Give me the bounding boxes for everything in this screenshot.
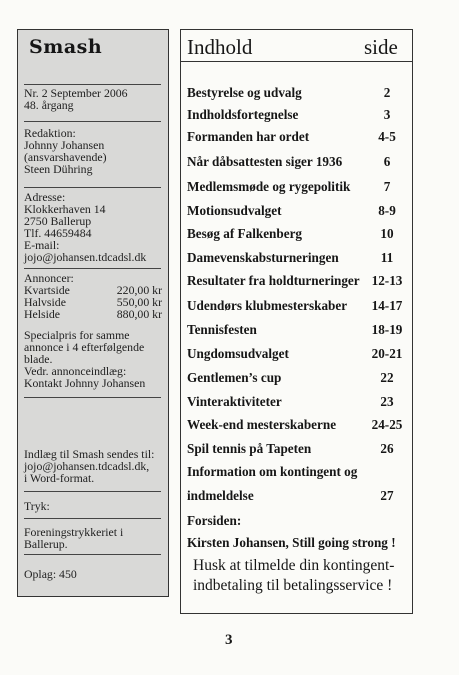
divider: [24, 84, 161, 85]
submission-email: jojo@johansen.tdcadsl.dk,: [24, 459, 150, 473]
toc-entry-page: 12-13: [371, 273, 403, 288]
volume: 48. årgang: [24, 98, 74, 112]
toc-entry-title: Tennisfesten: [187, 322, 257, 337]
special-offer: Specialpris for samme: [24, 328, 130, 342]
address-street: Klokkerhaven 14: [24, 202, 106, 216]
toc-entry-page: 10: [380, 226, 394, 241]
toc-entry-title: Motionsudvalget: [187, 203, 282, 218]
toc-entry-title: Kirsten Johansen, Still going strong !: [187, 535, 396, 550]
toc-entry-page: 22: [380, 370, 394, 385]
printer: Ballerup.: [24, 537, 68, 551]
contents-title: Indhold: [187, 35, 253, 59]
toc-entry-page: 11: [380, 250, 394, 265]
toc-entry-page: 6: [383, 154, 391, 169]
reminder: indbetaling til betalingsservice !: [193, 577, 393, 594]
ad-contact: Vedr. annonceindlæg:: [24, 364, 127, 378]
toc-entry-title: Udendørs klubmesterskaber: [187, 298, 348, 313]
toc-entry-page: 27: [380, 488, 394, 503]
toc-entry-page: 8-9: [378, 203, 396, 218]
toc-entry-title: indmeldelse: [187, 488, 254, 503]
toc-entry-title: Resultater fra holdturneringer: [187, 273, 360, 288]
toc-entry-title: Besøg af Falkenberg: [187, 226, 303, 241]
circulation: Oplag: 450: [24, 567, 77, 581]
toc-entry-page: 3: [383, 107, 391, 122]
contents-panel: [180, 29, 413, 614]
editor-name: Steen Dühring: [24, 162, 93, 176]
ad-size: Kvartside: [24, 283, 70, 297]
toc-entry-page: 7: [383, 179, 391, 194]
toc-entry-title: Ungdomsudvalget: [187, 346, 289, 361]
toc-entry-title: Medlemsmøde og rygepolitik: [187, 179, 351, 194]
ad-price: 880,00 kr: [116, 307, 162, 321]
address-label: Adresse:: [24, 190, 66, 204]
phone: Tlf. 44659484: [24, 226, 92, 240]
page-number: 3: [225, 632, 233, 648]
divider: [24, 121, 161, 122]
toc-entry-title: Når dåbsattesten siger 1936: [187, 154, 343, 169]
email-label: E-mail:: [24, 238, 60, 252]
page-column-header: side: [364, 35, 398, 59]
ad-price: 220,00 kr: [116, 283, 162, 297]
toc-entry-page: 26: [380, 441, 394, 456]
toc-entry-title: Spil tennis på Tapeten: [187, 441, 312, 456]
toc-entry-page: 4-5: [378, 129, 396, 144]
email: jojo@johansen.tdcadsl.dk: [24, 250, 147, 264]
toc-entry-page: 20-21: [371, 346, 403, 361]
toc-entry-title: Week-end mesterskaberne: [187, 417, 337, 432]
reminder: Husk at tilmelde din kontingent-: [193, 557, 395, 574]
editor-name: Johnny Johansen: [24, 138, 105, 152]
special-offer: annonce i 4 efterfølgende: [24, 340, 145, 354]
toc-entry-title: Damevenskabsturneringen: [187, 250, 339, 265]
ad-price: 550,00 kr: [116, 295, 162, 309]
divider: [24, 397, 161, 398]
masthead-logo: Smash: [29, 36, 103, 58]
editorial-label: Redaktion:: [24, 126, 76, 140]
ad-size: Halvside: [24, 295, 66, 309]
toc-entry-title: Indholdsfortegnelse: [187, 107, 299, 122]
colophon-panel: [17, 29, 169, 597]
special-offer: blade.: [24, 352, 53, 366]
issue-number: Nr. 2 September 2006: [24, 86, 128, 100]
ad-size: Helside: [24, 307, 61, 321]
submission-format: i Word-format.: [24, 471, 95, 485]
toc-entry-title: Bestyrelse og udvalg: [187, 85, 302, 100]
toc-entry-page: 2: [383, 85, 391, 100]
toc-entry-page: 23: [380, 394, 394, 409]
ads-label: Annoncer:: [24, 271, 74, 285]
toc-entry-page: 14-17: [371, 298, 403, 313]
printer: Foreningstrykkeriet i: [24, 525, 124, 539]
toc-entry-title: Information om kontingent og: [187, 464, 358, 479]
toc-entry-page: 24-25: [371, 417, 403, 432]
editor-role: (ansvarshavende): [24, 150, 107, 164]
divider: [24, 268, 161, 269]
divider: [24, 518, 161, 519]
toc-entry-title: Forsiden:: [187, 513, 242, 528]
toc-entry-title: Formanden har ordet: [187, 129, 310, 144]
toc-entry-title: Gentlemen’s cup: [187, 370, 282, 385]
toc-entry-page: 18-19: [371, 322, 403, 337]
divider: [24, 187, 161, 188]
print-label: Tryk:: [24, 499, 50, 513]
toc-entry-title: Vinteraktiviteter: [187, 394, 282, 409]
divider: [24, 554, 161, 555]
divider: [24, 491, 161, 492]
address-city: 2750 Ballerup: [24, 214, 92, 228]
submission-info: Indlæg til Smash sendes til:: [24, 447, 155, 461]
header-rule: [181, 61, 412, 62]
ad-contact: Kontakt Johnny Johansen: [24, 376, 146, 390]
